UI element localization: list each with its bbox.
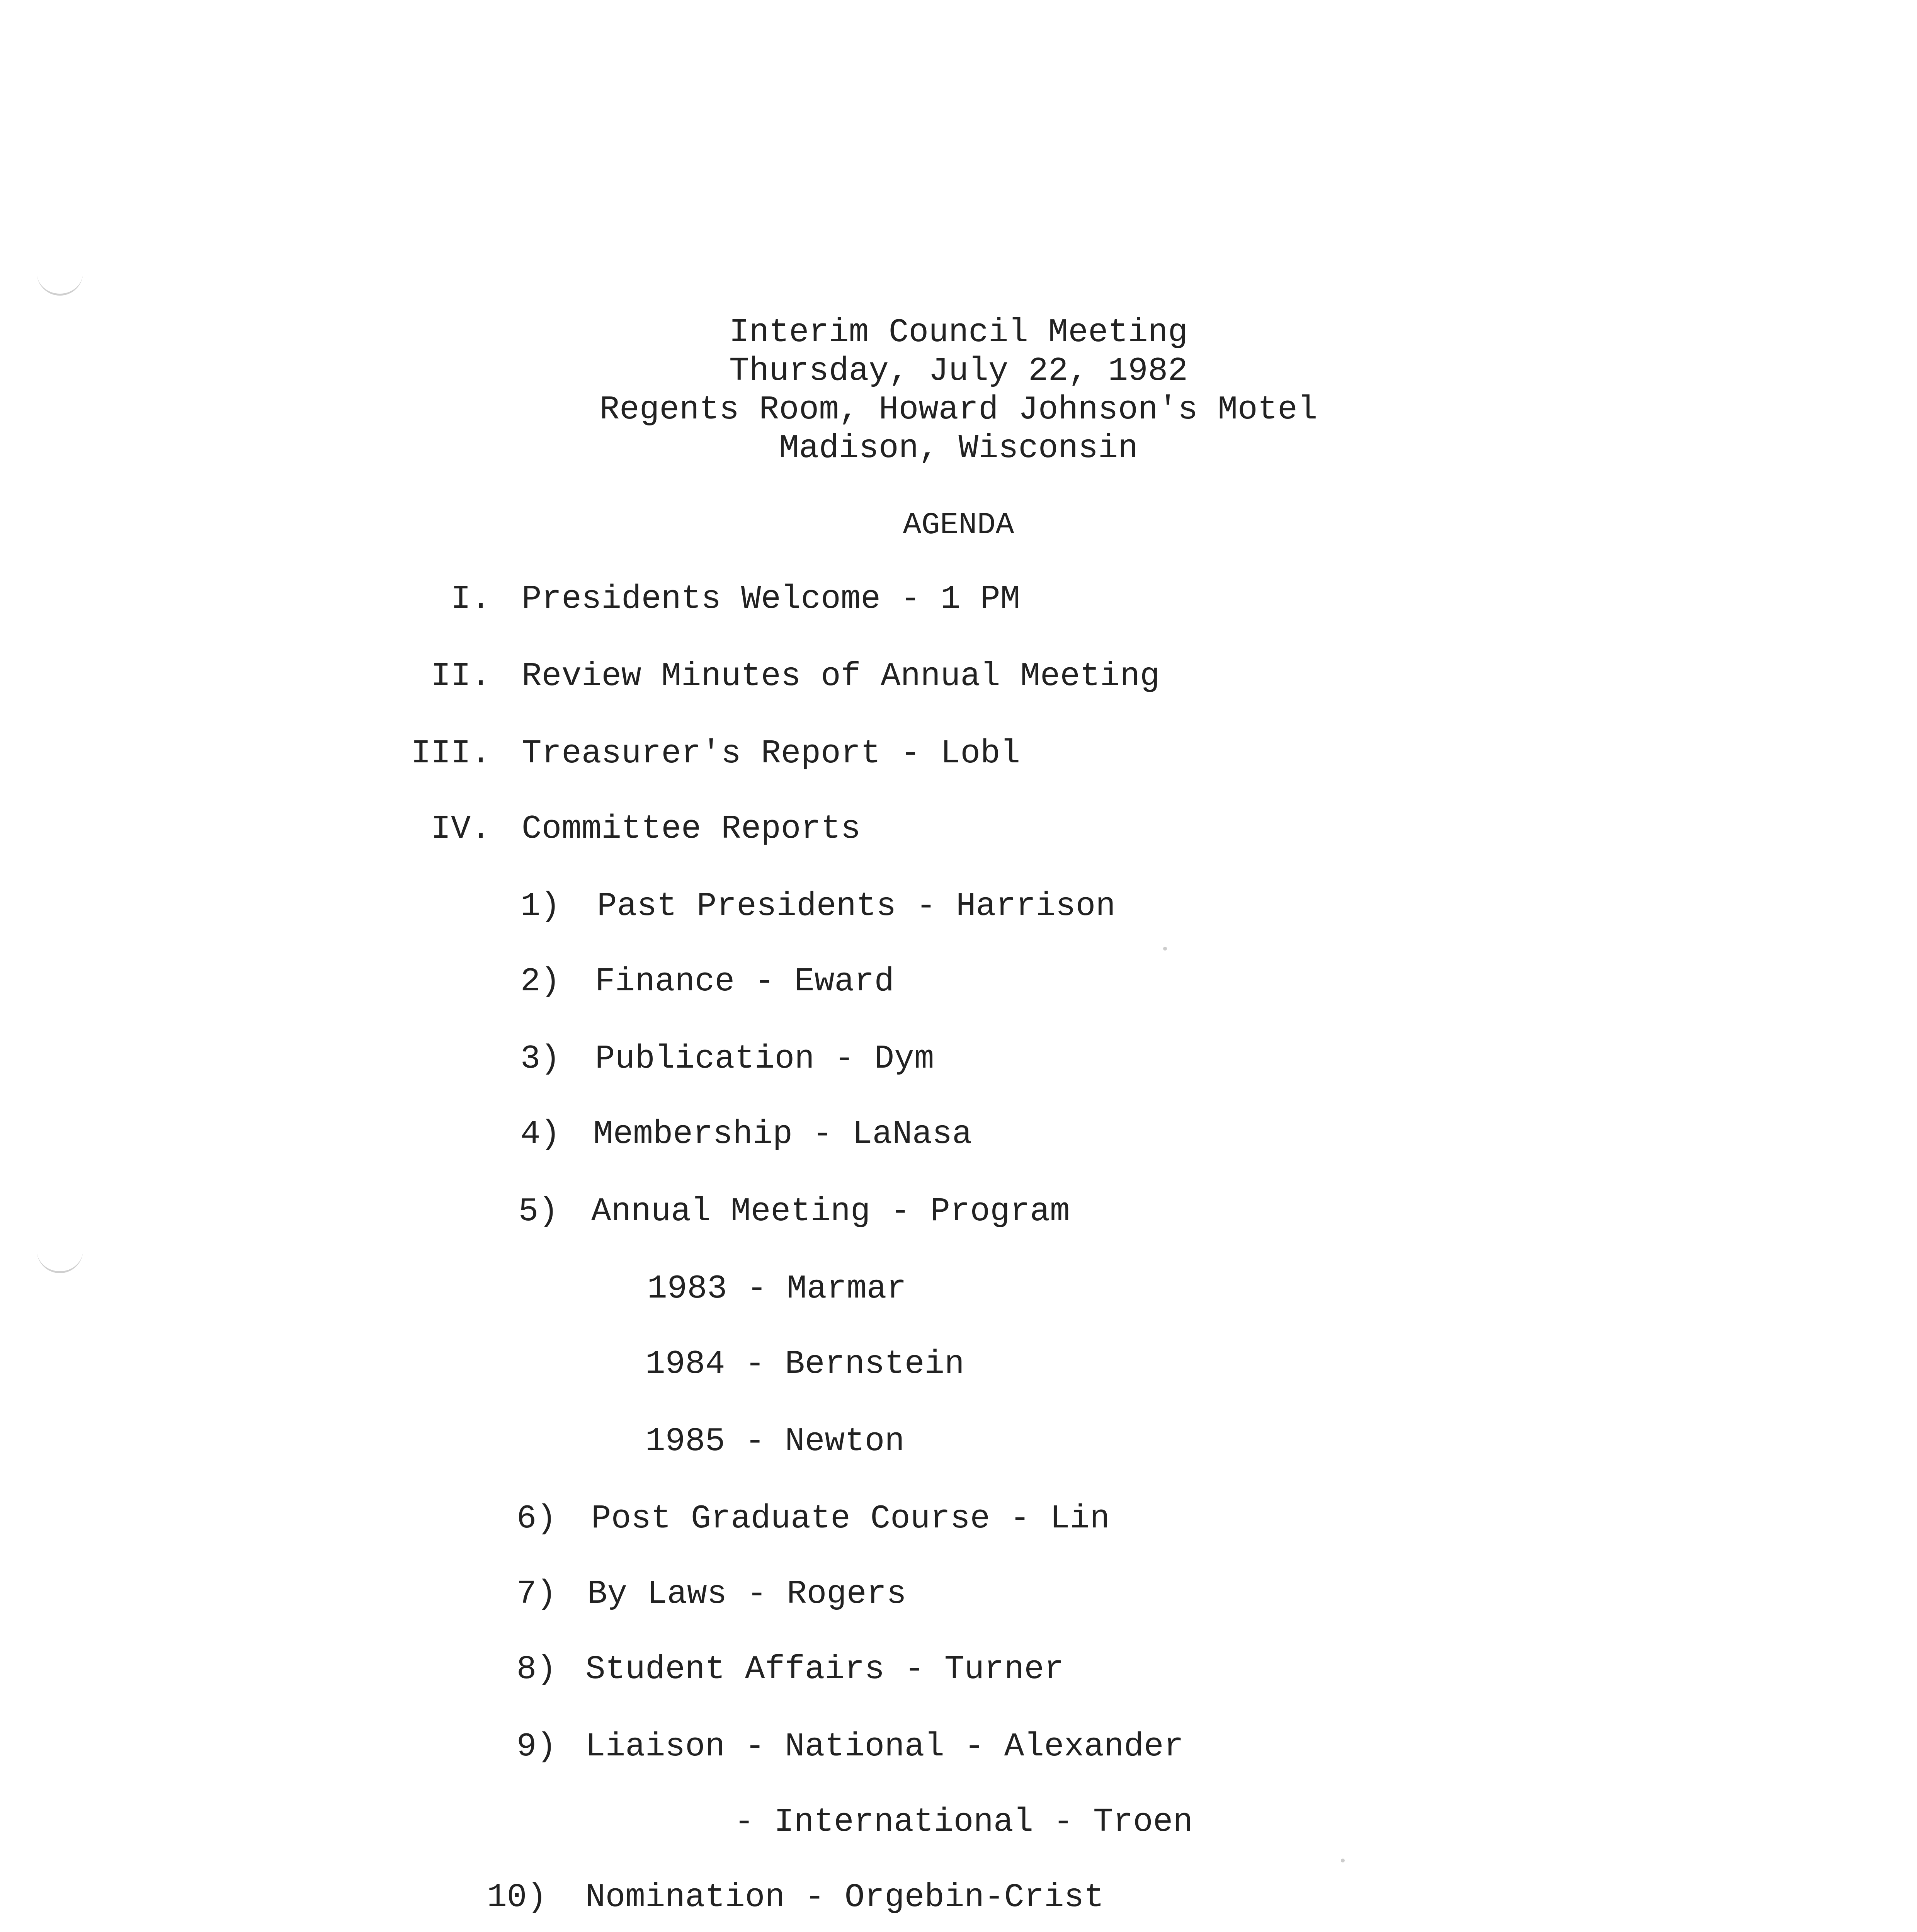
program-year-line: 1984 - Bernstein (645, 1345, 964, 1383)
committee-text: Student Affairs - Turner (585, 1650, 1064, 1688)
committee-text: Membership - LaNasa (593, 1115, 972, 1153)
agenda-heading: AGENDA (903, 508, 1014, 543)
agenda-item-text: Review Minutes of Annual Meeting (522, 657, 1160, 695)
committee-text: Past Presidents - Harrison (597, 887, 1116, 925)
scan-speck (1163, 947, 1167, 951)
meeting-location: Regents Room, Howard Johnson's Motel (599, 391, 1318, 429)
committee-text: By Laws - Rogers (587, 1575, 907, 1613)
committee-number: 7) (516, 1575, 556, 1613)
meeting-title: Interim Council Meeting (729, 313, 1188, 351)
agenda-item-text: Treasurer's Report - Lobl (522, 735, 1021, 772)
program-year-line: 1985 - Newton (645, 1422, 905, 1460)
liaison-international-line: - International - Troen (734, 1803, 1193, 1841)
committee-number: 6) (516, 1500, 556, 1537)
meeting-city: Madison, Wisconsin (779, 429, 1138, 467)
committee-number: 9) (516, 1728, 556, 1765)
committee-text: Nomination - Orgebin-Crist (585, 1878, 1104, 1916)
agenda-item-text: Committee Reports (522, 810, 861, 848)
committee-text: Annual Meeting - Program (591, 1192, 1070, 1230)
committee-text: Publication - Dym (595, 1040, 934, 1078)
committee-number: 10) (487, 1878, 547, 1916)
agenda-item-number: II. (431, 657, 491, 695)
program-year-line: 1983 - Marmar (647, 1270, 907, 1308)
committee-number: 1) (520, 887, 560, 925)
committee-text: Post Graduate Course - Lin (591, 1500, 1110, 1537)
committee-text: Liaison - National - Alexander (585, 1728, 1184, 1765)
committee-number: 3) (520, 1040, 560, 1078)
agenda-item-number: I. (451, 580, 491, 618)
committee-number: 8) (516, 1650, 556, 1688)
meeting-date: Thursday, July 22, 1982 (729, 352, 1188, 390)
agenda-item-number: III. (411, 735, 491, 772)
agenda-item-number: IV. (431, 810, 491, 848)
punch-hole-mark (37, 270, 83, 296)
committee-number: 2) (520, 963, 560, 1000)
committee-text: Finance - Eward (595, 963, 895, 1000)
agenda-item-text: Presidents Welcome - 1 PM (522, 580, 1021, 618)
punch-hole-mark (37, 1248, 83, 1273)
scan-speck (1341, 1859, 1345, 1862)
committee-number: 4) (520, 1115, 560, 1153)
committee-number: 5) (518, 1192, 558, 1230)
